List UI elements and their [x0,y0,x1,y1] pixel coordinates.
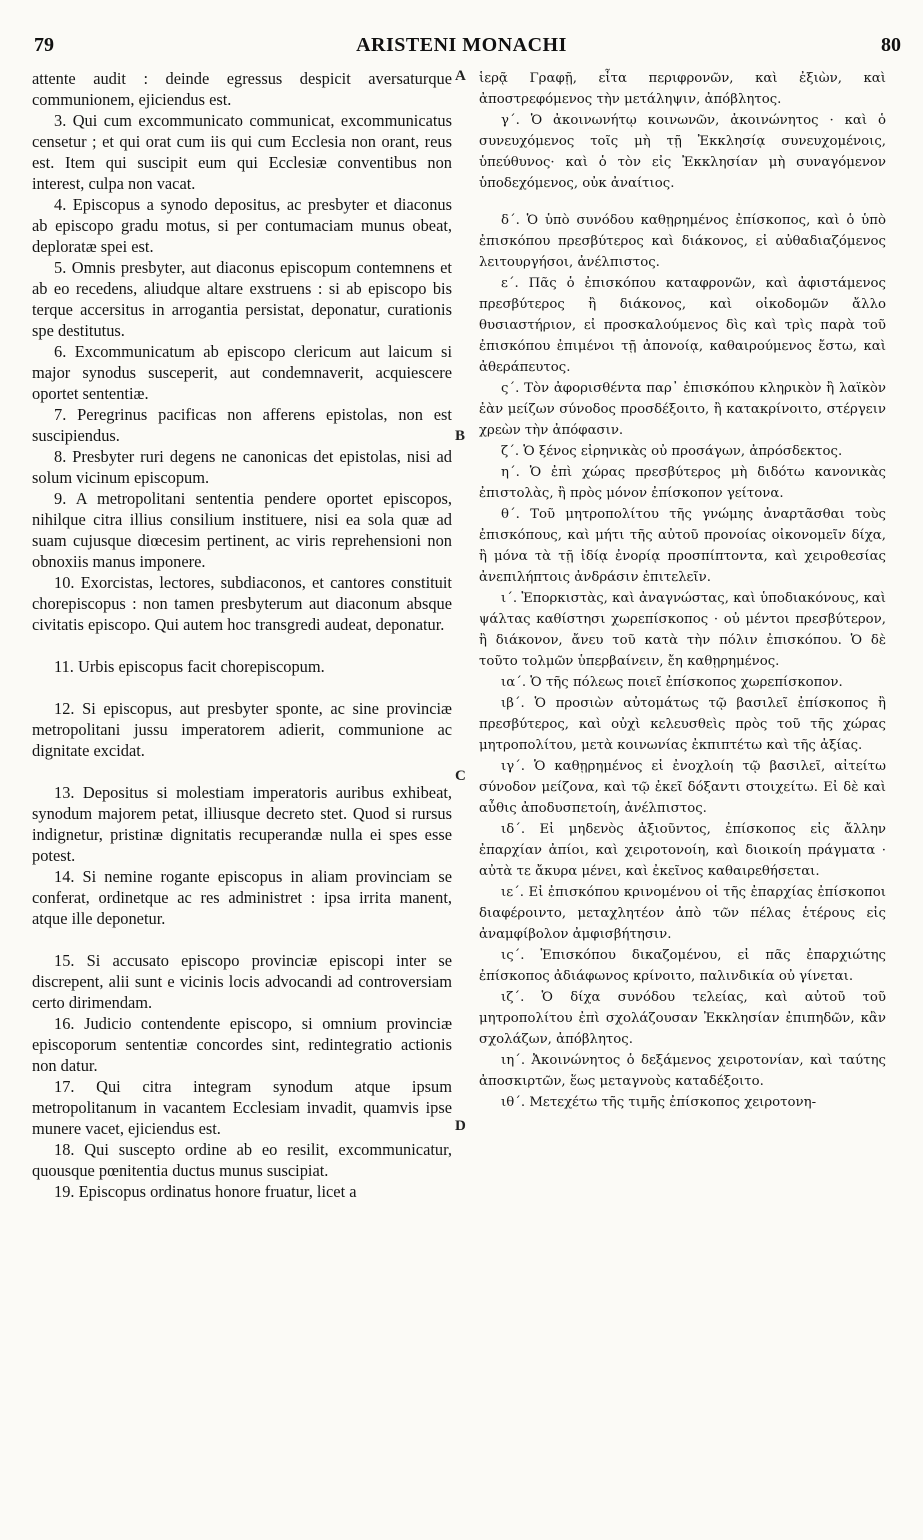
latin-column [32,68,452,1202]
greek-canon-17: ιζ΄. Ὁ δίχα συνόδου τελείας, καὶ αὐτοῦ τοῦ μητροπολίτου ἐπὶ σχολάζουσαν Ἐκκλησίαν ἐπιπηδῶν, κἂν σχολάζων, ἀπόβλητος. [479,990,886,1047]
latin-canon-17: 17. Qui citra integram synodum atque ipsum metropolitanum in vacantem Ecclesiam invadit, quamvis ipse munere vacet, ejiciendus est. [32,1077,452,1138]
section-marker-c: C [455,768,466,784]
latin-canon-7: 7. Peregrinus pacificas non afferens epistolas, non est suscipiendus. [32,405,452,445]
greek-column [479,68,886,1113]
greek-canon-15: ιε΄. Εἰ ἐπισκόπου κρινομένου οἱ τῆς ἐπαρχίας ἐπίσκοποι διαφέροιντο, μεταχλητέον ἀπὸ τῶν πέλας ἑτέρους εἰς ἀναμφίβολον ἀμφισβήτησιν. [479,885,886,942]
greek-canon-19: ιθ΄. Μετεχέτω τῆς τιμῆς ἐπίσκοπος χειροτονη- [501,1095,817,1110]
latin-canon-12: 12. Si episcopus, aut presbyter sponte, ac sine provinciæ metropolitani jussu imperatorem adierit, communione ac dignitate excidat. [32,699,452,760]
latin-canon-8: 8. Presbyter ruri degens ne canonicas det epistolas, nisi ad solum vicinum episcopum. [32,447,452,487]
latin-canon-13: 13. Depositus si molestiam imperatoris auribus exhibeat, synodum majorem petat, illiusque decreto stet. Quod si rursus indignetur, pristinæ dignitatis recuperandæ nulla ei spes esse potest. [32,783,452,865]
section-marker-d: D [455,1118,466,1134]
latin-canon-10: 10. Exorcistas, lectores, subdiaconos, et cantores constituit chorepiscopus : non tamen presbyterum aut diaconum absque civitatis episcopo. Qui autem hoc transgredi audeat, deponatur. [32,573,452,634]
greek-canon-13: ιγ΄. Ὁ καθῃρημένος εἰ ἐνοχλοίη τῷ βασιλεῖ, αἰτείτω σύνοδον μείζονα, καὶ τῷ ἐκεῖ δόξαντι στοιχείτω. Εἰ δὲ καὶ αὖθις ἀποδυσπετοίη, ἀνέλπιστος. [479,759,886,816]
latin-canon-6: 6. Excommunicatum ab episcopo clericum aut laicum si major synodus susceperit, aut condemnaverit, acquiescere oportet sententiæ. [32,342,452,403]
greek-canon-2-continued: ἱερᾷ Γραφῇ, εἶτα περιφρονῶν, καὶ ἐξιὼν, καὶ ἀποστρεφόμενος τὴν μετάληψιν, ἀπόβλητος. [479,71,886,107]
greek-canon-16: ις΄. Ἐπισκόπου δικαζομένου, εἰ πᾶς ἐπαρχιώτης ἐπίσκοπος ἀδιάφωνος κρίνοιτο, παλινδικία οὐ γίνεται. [479,948,886,984]
greek-canon-4: δ΄. Ὁ ὑπὸ συνόδου καθῃρημένος ἐπίσκοπος, καὶ ὁ ὑπὸ ἐπισκόπου πρεσβύτερος καὶ διάκονος, εἰ αὐθαδιαζόμενος λειτουργήσοι, ἀνέλπιστος. [479,213,886,270]
latin-canon-5: 5. Omnis presbyter, aut diaconus episcopum contemnens et ab eo recedens, aliudque altare exstruens : si ab episcopo bis terque accersitus in arrogantia persistat, deponatur, curationis spe destitutus. [32,258,452,340]
greek-canon-11: ια΄. Ὁ τῆς πόλεως ποιεῖ ἐπίσκοπος χωρεπίσκοπον. [501,675,843,690]
greek-canon-9: θ΄. Τοῦ μητροπολίτου τῆς γνώμης ἀναρτᾶσθαι τοὺς ἐπισκόπους, καὶ μήτι τῆς αὐτοῦ προνοίας οἰκονομεῖν δίχα, ἢ μόνα τὰ τῇ ἰδίᾳ ἐνορίᾳ προσπίπτοντα, καὶ χειροθεσίας ἀνεπιλήπτοις ἀνδράσιν ἐπιτελεῖν. [479,507,886,585]
greek-canon-7: ζ΄. Ὁ ξένος εἰρηνικὰς οὐ προσάγων, ἀπρόσδεκτος. [501,444,843,459]
greek-canon-3: γ΄. Ὁ ἀκοινωνήτῳ κοινωνῶν, ἀκοινώνητος · καὶ ὁ συνευχόμενος τοῖς μὴ τῇ Ἐκκλησίᾳ συνευχομένοις, ὑπεύθυνος· καὶ ὁ τὸν εἰς Ἐκκλησίαν μὴ συναγόμενον ὑποδεχόμενος, οὐκ ἀναίτιος. [479,113,886,191]
latin-canon-9: 9. A metropolitani sententia pendere oportet episcopos, nihilque citra illius consilium instituere, nisi ea sola quæ ad suam cujusque diœcesim pertinent, ac viris reprehensioni non obnoxiis manus imponere. [32,489,452,571]
latin-canon-2-continued: attente audit : deinde egressus despicit aversaturque communionem, ejiciendus est. [32,69,452,109]
page-number-right: 80 [881,34,901,56]
greek-canon-6: ς΄. Τὸν ἀφορισθέντα παρ᾽ ἐπισκόπου κληρικὸν ἢ λαϊκὸν ἐὰν μείζων σύνοδος προσδέξοιτο, ἢ κατακρίνοιτο, στέργειν χρεὼν τὴν ἀπόφασιν. [479,381,886,438]
latin-canon-15: 15. Si accusato episcopo provinciæ episcopi inter se discrepent, alii sunt e vicinis locis advocandi ad controversiam certo dirimendam. [32,951,452,1012]
section-marker-a: A [455,68,466,84]
section-marker-b: B [455,428,466,444]
latin-canon-3: 3. Qui cum excommunicato communicat, excommunicatus censetur ; et qui orat cum iis qui cum Ecclesia non orant, reus est. Item qui suscipit eum qui Ecclesiæ conventibus non interest, culpa non vacat. [32,111,452,193]
latin-canon-4: 4. Episcopus a synodo depositus, ac presbyter et diaconus ab episcopo gradu motus, si per contumaciam munus obeat, deploratæ spei est. [32,195,452,256]
latin-canon-14: 14. Si nemine rogante episcopus in aliam provinciam se conferat, ordinetque ac res administret : ipsa irrita manent, atque ille deponetur. [32,867,452,928]
greek-canon-10: ι΄. Ἐπορκιστὰς, καὶ ἀναγνώστας, καὶ ὑποδιακόνους, καὶ ψάλτας καθίστησι χωρεπίσκοπος · οὐ μέντοι πρεσβύτερον, ἢ διάκονον, ἄνευ τοῦ κατὰ τὴν πόλιν ἐπισκόπου. Ὁ δὲ τοῦτο τολμῶν ὑπερβαίνειν, ἔη καθῃρημένος. [479,591,886,669]
greek-canon-5: ε΄. Πᾶς ὁ ἐπισκόπου καταφρονῶν, καὶ ἀφιστάμενος πρεσβύτερος ἢ διάκονος, καὶ οἰκοδομῶν ἄλλο θυσιαστήριον, εἰ προσκαλούμενος δὶς καὶ τρὶς παρὰ τοῦ ἐπισκόπου ἐπιμένοι τῇ ἀπονοίᾳ, καθαιρούμενος ἔστω, καὶ ἀθεράπευτος. [479,276,886,375]
greek-canon-18: ιη΄. Ἀκοινώνητος ὁ δεξάμενος χειροτονίαν, καὶ ταύτης ἀποσκιρτῶν, ἕως μεταγνοὺς καταδέξοιτο. [479,1053,886,1089]
greek-canon-8: η΄. Ὁ ἐπὶ χώρας πρεσβύτερος μὴ διδότω κανονικὰς ἐπιστολὰς, ἢ πρὸς μόνον ἐπίσκοπον γείτονα. [479,465,886,501]
latin-canon-18: 18. Qui suscepto ordine ab eo resilit, excommunicatur, quousque pœnitentia ductus munus suscipiat. [32,1140,452,1180]
greek-canon-14: ιδ΄. Εἰ μηδενὸς ἀξιοῦντος, ἐπίσκοπος εἰς ἄλλην ἐπαρχίαν ἀπίοι, καὶ χειροτονοίη, καὶ διοικοίη πράγματα · αὐτὰ τε ἄκυρα μένει, καὶ ἐκεῖνος καθαιρεθήσεται. [479,822,886,879]
greek-canon-12: ιβ΄. Ὁ προσιὼν αὐτομάτως τῷ βασιλεῖ ἐπίσκοπος ἢ πρεσβύτερος, καὶ οὐχὶ κελευσθεὶς πρὸς τοῦ τῆς χώρας μητροπολίτου, μετὰ κοινωνίας ἐκπιπτέτω καὶ τῆς ἀξίας. [479,696,886,753]
page-number-left: 79 [34,34,54,56]
latin-canon-11: 11. Urbis episcopus facit chorepiscopum. [54,657,325,676]
running-title: ARISTENI MONACHI [356,34,567,56]
latin-canon-16: 16. Judicio contendente episcopo, si omnium provinciæ episcoporum sententiæ concordes sint, redintegratio actionis non datur. [32,1014,452,1075]
latin-canon-19: 19. Episcopus ordinatus honore fruatur, licet a [54,1182,357,1201]
